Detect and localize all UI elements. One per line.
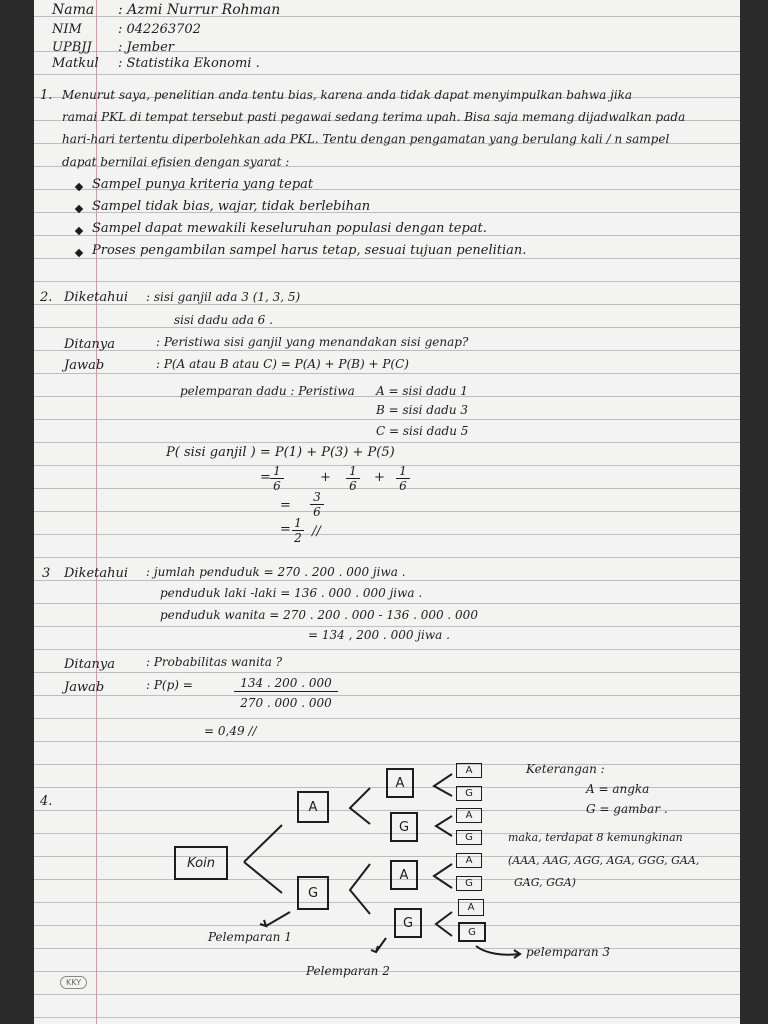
- q2-diketahui-1: : sisi ganjil ada 3 (1, 3, 5): [146, 290, 301, 304]
- level3-box-2: G: [456, 786, 482, 801]
- q4-pelemparan-2: Pelemparan 2: [306, 964, 390, 978]
- q3-ditanya-label: Ditanya: [64, 657, 116, 672]
- q3-number: 3: [42, 566, 51, 581]
- q1-bullet-2: Sampel tidak bias, wajar, tidak berlebihan: [92, 199, 371, 214]
- q2-plus-2: +: [374, 470, 385, 485]
- level3-box-6: G: [456, 876, 482, 891]
- q2-pelemparan: pelemparan dadu : Peristiwa: [180, 384, 355, 398]
- q2-diketahui-2: sisi dadu ada 6 .: [174, 313, 273, 327]
- q4-ket-a: A = angka: [586, 782, 650, 796]
- q4-keterangan: Keterangan :: [526, 762, 605, 776]
- q1-number: 1.: [40, 88, 53, 103]
- level3-box-3: A: [456, 808, 482, 823]
- tree-diagram-lines: [34, 0, 740, 1024]
- q4-maka-3: GAG, GGA): [514, 876, 576, 889]
- q1-line-2: ramai PKL di tempat tersebut pasti pegawai sedang terima upah. Bisa saja memang dijadwalkan pada: [62, 110, 686, 124]
- q2-frac-1: $\frac{1}{6}$: [270, 464, 284, 493]
- level1-a-box: A: [297, 791, 329, 823]
- q1-line-1: Menurut saya, penelitian anda tentu bias, karena anda tidak dapat menyimpulkan bahwa jika: [62, 88, 633, 102]
- level3-box-5: A: [456, 853, 482, 868]
- q4-pelemparan-1: Pelemparan 1: [208, 930, 292, 944]
- q2-peristiwa-c: C = sisi dadu 5: [376, 424, 469, 438]
- q2-frac-3: $\frac{1}{6}$: [396, 464, 410, 493]
- q2-frac-5: $\frac{1}{2}$: [292, 516, 304, 545]
- q3-line-1: : jumlah penduduk = 270 . 200 . 000 jiwa .: [146, 565, 406, 579]
- q2-peristiwa-a: A = sisi dadu 1: [376, 384, 468, 398]
- q3-line-2: penduduk laki -laki = 136 . 000 . 000 jiwa .: [160, 586, 423, 600]
- matkul-value: : Statistika Ekonomi .: [118, 56, 260, 71]
- nama-value: : Azmi Nurrur Rohman: [118, 2, 281, 18]
- q2-frac-4: $\frac{3}{6}$: [310, 490, 324, 519]
- level3-box-7: A: [458, 899, 484, 916]
- level2-g1-box: G: [390, 812, 418, 842]
- q2-eq-1: =: [260, 470, 271, 485]
- q2-eq-3: =: [280, 522, 291, 537]
- q3-ditanya: : Probabilitas wanita ?: [146, 655, 283, 669]
- q3-line-3: penduduk wanita = 270 . 200 . 000 - 136 . 000 . 000: [160, 608, 478, 622]
- q2-ditanya-label: Ditanya: [64, 337, 116, 352]
- nama-label: Nama: [52, 2, 95, 18]
- matkul-label: Matkul: [52, 56, 99, 71]
- q1-bullet-1: Sampel punya kriteria yang tepat: [92, 177, 314, 192]
- q1-bullet-3: Sampel dapat mewakili keseluruhan populasi dengan tepat.: [92, 221, 487, 236]
- notebook-paper: [34, 0, 740, 1024]
- q1-line-3: hari-hari tertentu diperbolehkan ada PKL. Tentu dengan pengamatan yang berulang kali / n sampel: [62, 132, 670, 146]
- q2-ditanya: : Peristiwa sisi ganjil yang menandakan sisi genap?: [156, 335, 469, 349]
- level3-box-4: G: [456, 830, 482, 845]
- q2-plus-1: +: [320, 470, 331, 485]
- q1-line-4: dapat bernilai efisien dengan syarat :: [62, 155, 290, 169]
- level2-g2-box: G: [394, 908, 422, 938]
- q2-jawab-1: : P(A atau B atau C) = P(A) + P(B) + P(C): [156, 357, 409, 371]
- q3-numerator: 134 . 200 . 000: [240, 676, 332, 690]
- q2-p-line: P( sisi ganjil ) = P(1) + P(3) + P(5): [166, 445, 395, 460]
- q2-number: 2.: [40, 290, 53, 305]
- q3-result: = 0,49 //: [204, 724, 257, 738]
- q2-peristiwa-b: B = sisi dadu 3: [376, 403, 469, 417]
- q4-pelemparan-3: pelemparan 3: [526, 945, 611, 959]
- q3-jawab-label: Jawab: [64, 680, 105, 695]
- q3-pp: : P(p) =: [146, 678, 193, 692]
- nim-value: : 042263702: [118, 22, 201, 37]
- footer-badge: KKY: [60, 976, 87, 989]
- q3-line-4: = 134 , 200 . 000 jiwa .: [308, 628, 450, 642]
- q4-number: 4.: [40, 794, 53, 809]
- level3-box-1: A: [456, 763, 482, 778]
- q4-maka-1: maka, terdapat 8 kemungkinan: [508, 831, 683, 844]
- q3-diketahui-label: Diketahui: [64, 566, 129, 581]
- upbjj-label: UPBJJ: [52, 40, 92, 55]
- level2-a2-box: A: [390, 860, 418, 890]
- q4-maka-2: (AAA, AAG, AGG, AGA, GGG, GAA,: [508, 854, 700, 867]
- q2-diketahui-label: Diketahui: [64, 290, 129, 305]
- level2-a1-box: A: [386, 768, 414, 798]
- upbjj-value: : Jember: [118, 40, 174, 55]
- q2-eq-2: =: [280, 498, 291, 513]
- level3-box-8: G: [458, 922, 486, 942]
- koin-box: Koin: [174, 846, 228, 880]
- q2-jawab-label: Jawab: [64, 358, 105, 373]
- q1-bullet-4: Proses pengambilan sampel harus tetap, sesuai tujuan penelitian.: [92, 243, 527, 258]
- q4-ket-g: G = gambar .: [586, 802, 668, 816]
- q2-final-marker: //: [312, 524, 321, 539]
- q3-denominator: 270 . 000 . 000: [234, 691, 338, 714]
- q2-frac-2: $\frac{1}{6}$: [346, 464, 360, 493]
- nim-label: NIM: [52, 22, 82, 37]
- level1-g-box: G: [297, 876, 329, 910]
